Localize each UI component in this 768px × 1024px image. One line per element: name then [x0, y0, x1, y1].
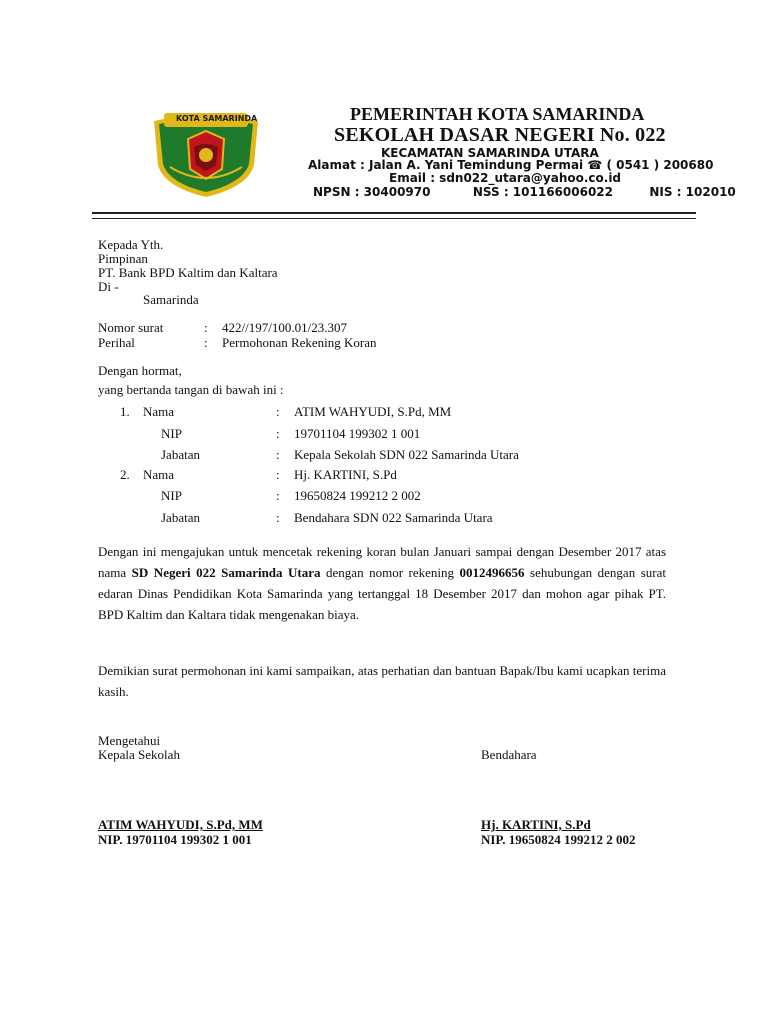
- letterhead-divider-thick: [92, 212, 696, 214]
- letterhead-district: KECAMATAN SAMARINDA UTARA: [381, 146, 599, 160]
- body-paragraph-2: Demikian surat permohonan ini kami sampaikan, atas perhatian dan bantuan Bapak/Ibu kami ucapkan terima kasih.: [98, 663, 666, 699]
- nis: NIS : 102010: [649, 185, 736, 199]
- letterhead-school-name: SEKOLAH DASAR NEGERI No. 022: [334, 124, 666, 146]
- letterhead-email: Email : sdn022_utara@yahoo.co.id: [389, 171, 622, 185]
- account-holder-name: SD Negeri 022 Samarinda Utara: [131, 565, 321, 580]
- right-signer-name: Hj. KARTINI, S.Pd: [481, 817, 591, 832]
- logo-lettering: KOTA SAMARINDA: [176, 114, 258, 123]
- letterhead-government: PEMERINTAH KOTA SAMARINDA: [350, 104, 645, 124]
- greeting: Dengan hormat,: [98, 363, 182, 378]
- signer-2-jabatan-label: Jabatan: [161, 510, 200, 525]
- signer-1-number: 1.: [120, 404, 130, 419]
- signer-1-nama-colon: :: [276, 404, 280, 419]
- signer-2-nip: 19650824 199212 2 002: [294, 488, 421, 503]
- left-signer-title: Kepala Sekolah: [98, 747, 180, 762]
- nomor-surat-colon: :: [204, 320, 208, 335]
- body-paragraph-1: Dengan ini mengajukan untuk mencetak rekening koran bulan Januari sampai dengan Desember 2017 atas nama SD Negeri 022 Samarinda Utara dengan nomor rekening 0012496656 sehubungan dengan surat edaran Dinas Pendidikan Kota Samarinda yang tertanggal 18 Desember 2017 dan mohon agar pihak PT. BPD Kaltim dan Kaltara tidak mengenakan biaya.: [98, 544, 666, 622]
- perihal-colon: :: [204, 335, 208, 350]
- intro: yang bertanda tangan di bawah ini :: [98, 382, 284, 397]
- signer-1-jabatan-colon: :: [276, 447, 280, 462]
- signer-1-nip-colon: :: [276, 426, 280, 441]
- signer-2-jabatan-colon: :: [276, 510, 280, 525]
- left-signer-nip: NIP. 19701104 199302 1 001: [98, 832, 252, 847]
- left-signer-name: ATIM WAHYUDI, S.Pd, MM: [98, 817, 263, 832]
- signer-1-nip: 19701104 199302 1 001: [294, 426, 421, 441]
- npsn: NPSN : 30400970: [313, 185, 431, 199]
- recipient-line-4: Di -: [98, 279, 119, 294]
- nomor-surat-label: Nomor surat: [98, 320, 164, 335]
- right-signer-nip: NIP. 19650824 199212 2 002: [481, 832, 636, 847]
- nss: NSS : 101166006022: [472, 185, 613, 199]
- perihal-value: Permohonan Rekening Koran: [222, 335, 377, 350]
- recipient-line-5: Samarinda: [143, 292, 199, 307]
- letterhead-divider-thin: [92, 218, 696, 219]
- signer-2-nip-colon: :: [276, 488, 280, 503]
- signer-1-jabatan-label: Jabatan: [161, 447, 200, 462]
- city-emblem-logo: [150, 107, 262, 199]
- recipient-line-3: PT. Bank BPD Kaltim dan Kaltara: [98, 265, 278, 280]
- signer-1-nama-label: Nama: [143, 404, 175, 419]
- signer-2-nama-colon: :: [276, 467, 280, 482]
- signer-2-nama: Hj. KARTINI, S.Pd: [294, 467, 397, 482]
- nomor-surat-value: 422//197/100.01/23.307: [222, 320, 347, 335]
- signer-2-number: 2.: [120, 467, 130, 482]
- signer-1-nip-label: NIP: [161, 426, 182, 441]
- signer-2-nama-label: Nama: [143, 467, 175, 482]
- perihal-label: Perihal: [98, 335, 135, 350]
- letterhead-ids: [313, 185, 736, 199]
- right-signer-title: Bendahara: [481, 747, 537, 762]
- signer-2-nip-label: NIP: [161, 488, 182, 503]
- mengetahui-label: Mengetahui: [98, 733, 161, 748]
- recipient-line-2: Pimpinan: [98, 251, 148, 266]
- signer-2-jabatan: Bendahara SDN 022 Samarinda Utara: [294, 510, 493, 525]
- letterhead-address: Alamat : Jalan A. Yani Temindung Permai ☎ ( 0541 ) 200680: [308, 158, 714, 172]
- account-number: 0012496656: [459, 565, 525, 580]
- recipient-line-1: Kepada Yth.: [98, 237, 164, 252]
- signer-1-jabatan: Kepala Sekolah SDN 022 Samarinda Utara: [294, 447, 519, 462]
- signer-1-nama: ATIM WAHYUDI, S.Pd, MM: [294, 404, 452, 419]
